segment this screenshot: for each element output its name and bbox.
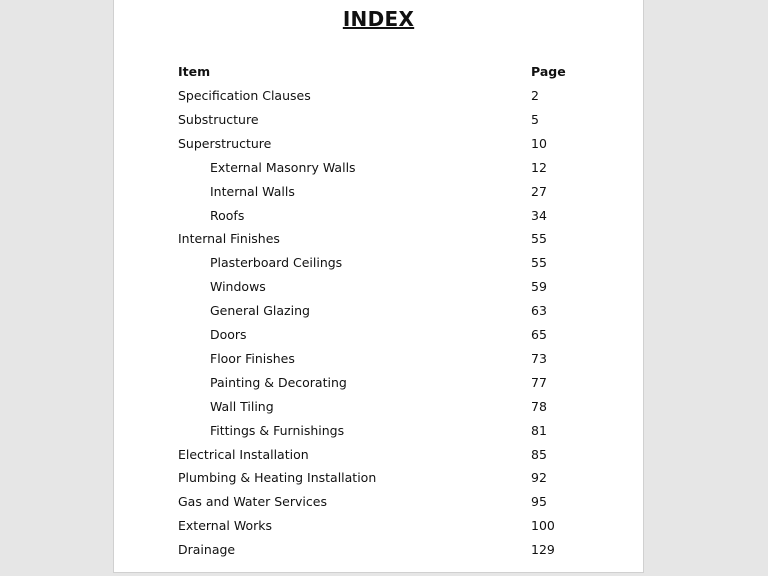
index-entry <box>178 206 578 226</box>
index-entry-page: 63 <box>531 303 547 319</box>
index-entry <box>178 445 578 465</box>
index-entry-page: 59 <box>531 279 547 295</box>
index-header-row <box>178 62 578 82</box>
index-entry-item: Doors <box>210 327 247 342</box>
index-entry <box>178 182 578 202</box>
index-entry-page: 2 <box>531 88 539 103</box>
index-entry <box>178 86 578 106</box>
index-entry-page: 85 <box>531 446 547 462</box>
index-entry <box>178 397 578 417</box>
index-entry-item: Internal Walls <box>210 183 295 199</box>
index-entry-page: 129 <box>531 542 555 558</box>
index-entry-page: 78 <box>531 398 547 414</box>
index-entry <box>178 492 578 512</box>
index-entry-item: Painting & Decorating <box>210 374 347 390</box>
index-entry-page: 55 <box>531 231 547 247</box>
index-entry-page: 65 <box>531 327 547 342</box>
index-entry-item: Windows <box>210 279 266 295</box>
index-entry-item: Fittings & Furnishings <box>210 422 345 438</box>
index-entry <box>178 516 578 536</box>
index-entry-page: 27 <box>531 183 547 199</box>
index-entry-item: Superstructure <box>178 135 272 151</box>
index-entry <box>178 134 578 154</box>
index-entry-item: Plumbing & Heating Installation <box>178 470 377 486</box>
index-entry-item: Roofs <box>210 207 245 223</box>
index-entry-item: General Glazing <box>210 303 310 319</box>
index-entry <box>178 253 578 273</box>
index-entry-item: Wall Tiling <box>210 398 274 414</box>
index-entry-item: Substructure <box>178 111 259 127</box>
index-entry <box>178 468 578 488</box>
index-entry-item: External Masonry Walls <box>210 159 356 175</box>
index-entry <box>178 301 578 321</box>
index-entry <box>178 110 578 130</box>
index-entry-page: 10 <box>531 135 547 151</box>
item-column-header: Item <box>178 64 211 79</box>
index-entry-item: Drainage <box>178 542 236 558</box>
index-entry-page: 95 <box>531 494 547 510</box>
page-column-header: Page <box>531 64 566 79</box>
page-title: INDEX <box>342 7 415 31</box>
index-entry <box>178 325 578 345</box>
index-entry-item: Plasterboard Ceilings <box>210 255 343 271</box>
index-entry <box>178 277 578 297</box>
index-entry-item: Gas and Water Services <box>178 494 327 510</box>
index-entry <box>178 229 578 249</box>
index-entry-item: Floor Finishes <box>210 350 295 366</box>
index-entry-item: Specification Clauses <box>178 88 311 103</box>
index-entry-page: 34 <box>531 207 547 223</box>
index-entry-page: 12 <box>531 159 547 175</box>
index-entry-page: 73 <box>531 350 547 366</box>
index-entry-item: External Works <box>178 518 273 534</box>
index-entry <box>178 349 578 369</box>
index-entry-page: 100 <box>531 518 555 534</box>
index-entry-item: Internal Finishes <box>178 231 280 247</box>
index-entry-page: 81 <box>531 422 547 438</box>
index-entry-item: Electrical Installation <box>178 446 309 462</box>
index-entry <box>178 158 578 178</box>
index-entry-page: 77 <box>531 374 547 390</box>
document-page <box>113 0 644 573</box>
index-entry <box>178 540 578 560</box>
index-entry-page: 55 <box>531 255 547 271</box>
index-entry-page: 5 <box>531 111 539 127</box>
index-entry <box>178 421 578 441</box>
index-entry-page: 92 <box>531 470 547 486</box>
index-entry <box>178 373 578 393</box>
